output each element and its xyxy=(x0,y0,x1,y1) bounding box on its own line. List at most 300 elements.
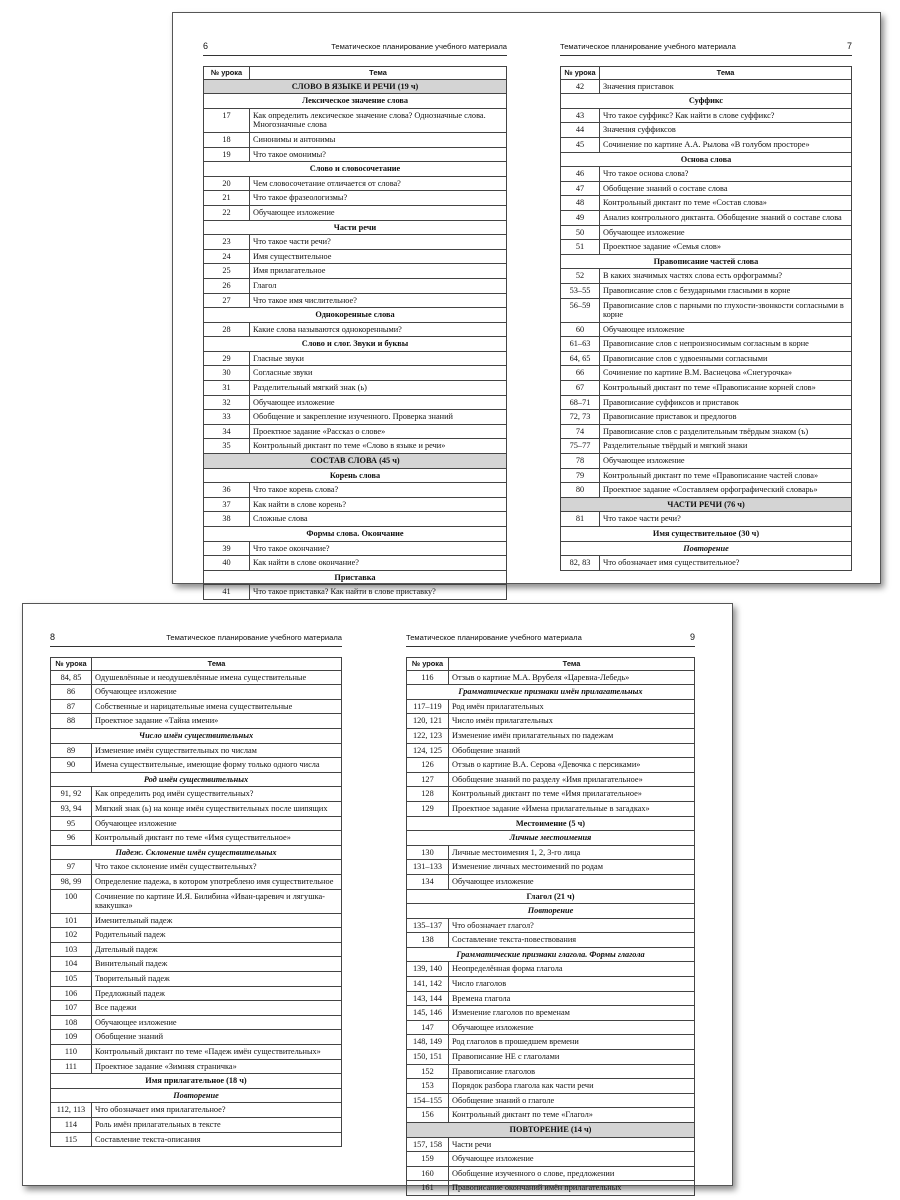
section-header-row xyxy=(204,454,507,469)
lesson-topic: Что обозначает глагол? xyxy=(449,918,695,933)
section-title: Повторение xyxy=(407,904,695,919)
lesson-row xyxy=(561,298,852,322)
lesson-number: 105 xyxy=(51,972,92,987)
lesson-number: 67 xyxy=(561,381,600,396)
lesson-topic: Личные местоимения 1, 2, 3-го лица xyxy=(449,845,695,860)
lesson-topic: Как определить род имён существительных? xyxy=(92,787,342,802)
lesson-row xyxy=(561,351,852,366)
lesson-number: 138 xyxy=(407,933,449,948)
section-title: Основа слова xyxy=(561,152,852,167)
subsection-header-row xyxy=(204,468,507,483)
lesson-topic: Контрольный диктант по теме «Падеж имён существительных» xyxy=(92,1045,342,1060)
lesson-row xyxy=(204,381,507,396)
lesson-number: 22 xyxy=(204,205,250,220)
lesson-row xyxy=(204,176,507,191)
lesson-topic: Род имён прилагательных xyxy=(449,699,695,714)
lesson-number: 148, 149 xyxy=(407,1035,449,1050)
lesson-topic: Имена существительные, имеющие форму только одного числа xyxy=(92,758,342,773)
section-title: СОСТАВ СЛОВА (45 ч) xyxy=(204,454,507,469)
lesson-topic: Правописание слов с непроизносимым согласным в корне xyxy=(600,337,852,352)
lesson-topic: Что такое суффикс? Как найти в слове суффикс? xyxy=(600,108,852,123)
subsection-header-row xyxy=(51,1088,342,1103)
lesson-topic: В каких значимых частях слова есть орфограммы? xyxy=(600,269,852,284)
lesson-topic: Проектное задание «Рассказ о слове» xyxy=(250,424,507,439)
subsection-header-row xyxy=(407,685,695,700)
lesson-number: 128 xyxy=(407,787,449,802)
lesson-row xyxy=(204,147,507,162)
lesson-number: 21 xyxy=(204,191,250,206)
lesson-number: 33 xyxy=(204,410,250,425)
lesson-row xyxy=(51,1059,342,1074)
lesson-number: 97 xyxy=(51,860,92,875)
running-title: Тематическое планирование учебного материала xyxy=(331,42,507,51)
lesson-topic: Проектное задание «Семья слов» xyxy=(600,240,852,255)
lesson-row xyxy=(561,167,852,182)
lesson-topic: Определение падежа, в котором употреблено имя существительное xyxy=(92,874,342,889)
lesson-row xyxy=(204,424,507,439)
lessons-table xyxy=(203,66,507,600)
lesson-number: 28 xyxy=(204,322,250,337)
section-title: Глагол (21 ч) xyxy=(407,889,695,904)
lesson-row xyxy=(51,714,342,729)
lesson-topic: Проектное задание «Составляем орфографический словарь» xyxy=(600,483,852,498)
lesson-number: 116 xyxy=(407,670,449,685)
column-header-number: № урока xyxy=(407,658,449,671)
page-header xyxy=(406,632,695,647)
section-title: Грамматические признаки глагола. Формы глагола xyxy=(407,947,695,962)
lesson-number: 78 xyxy=(561,454,600,469)
subsection-header-row xyxy=(561,527,852,542)
lesson-topic: Обучающее изложение xyxy=(449,1020,695,1035)
lesson-topic: Изменение имён прилагательных по падежам xyxy=(449,728,695,743)
lesson-row xyxy=(407,772,695,787)
lesson-topic: Контрольный диктант по теме «Состав слова» xyxy=(600,196,852,211)
subsection-header-row xyxy=(407,816,695,831)
lesson-number: 111 xyxy=(51,1059,92,1074)
lesson-number: 19 xyxy=(204,147,250,162)
lesson-row xyxy=(51,874,342,889)
lesson-row xyxy=(407,670,695,685)
section-title: Род имён существительных xyxy=(51,772,342,787)
lesson-number: 36 xyxy=(204,483,250,498)
lesson-row xyxy=(561,210,852,225)
subsection-header-row xyxy=(51,845,342,860)
subsection-header-row xyxy=(204,220,507,235)
lesson-row xyxy=(204,439,507,454)
lesson-topic: Анализ контрольного диктанта. Обобщение знаний о составе слова xyxy=(600,210,852,225)
lesson-row xyxy=(561,556,852,571)
lesson-topic: Контрольный диктант по теме «Правописание корней слов» xyxy=(600,381,852,396)
lesson-topic: Именительный падеж xyxy=(92,913,342,928)
lesson-number: 42 xyxy=(561,79,600,94)
lesson-row xyxy=(561,269,852,284)
lesson-row xyxy=(561,225,852,240)
lesson-topic: Как найти в слове корень? xyxy=(250,497,507,512)
lesson-number: 117–119 xyxy=(407,699,449,714)
lesson-topic: Что такое части речи? xyxy=(250,235,507,250)
lesson-row xyxy=(407,714,695,729)
lesson-topic: Разделительные твёрдый и мягкий знаки xyxy=(600,439,852,454)
lesson-topic: Одушевлённые и неодушевлённые имена существительные xyxy=(92,670,342,685)
lesson-row xyxy=(204,264,507,279)
running-title: Тематическое планирование учебного материала xyxy=(166,633,342,642)
running-title: Тематическое планирование учебного материала xyxy=(406,633,582,642)
lesson-number: 88 xyxy=(51,714,92,729)
lesson-number: 51 xyxy=(561,240,600,255)
lesson-row xyxy=(51,1118,342,1133)
lesson-topic: Обобщение знаний xyxy=(92,1030,342,1045)
lesson-row xyxy=(561,337,852,352)
lesson-topic: Разделительный мягкий знак (ь) xyxy=(250,381,507,396)
lesson-row xyxy=(407,1035,695,1050)
lesson-topic: Составление текста-повествования xyxy=(449,933,695,948)
subsection-header-row xyxy=(204,162,507,177)
lesson-topic: Значения приставок xyxy=(600,79,852,94)
lesson-number: 40 xyxy=(204,556,250,571)
lesson-number: 127 xyxy=(407,772,449,787)
lesson-topic: Правописание слов с парными по глухости-звонкости согласными в корне xyxy=(600,298,852,322)
subsection-header-row xyxy=(561,541,852,556)
lesson-number: 27 xyxy=(204,293,250,308)
lesson-number: 41 xyxy=(204,585,250,600)
lesson-row xyxy=(51,986,342,1001)
lesson-row xyxy=(561,454,852,469)
column-header-topic: Тема xyxy=(92,658,342,671)
lesson-number: 112, 113 xyxy=(51,1103,92,1118)
lesson-number: 89 xyxy=(51,743,92,758)
lesson-row xyxy=(561,424,852,439)
section-title: Повторение xyxy=(561,541,852,556)
section-title: Личные местоимения xyxy=(407,831,695,846)
lesson-topic: Род глаголов в прошедшем времени xyxy=(449,1035,695,1050)
page-number: 6 xyxy=(203,41,209,51)
lesson-row xyxy=(407,977,695,992)
lesson-topic: Число имён прилагательных xyxy=(449,714,695,729)
lesson-row xyxy=(407,787,695,802)
table-header-row xyxy=(204,67,507,80)
lesson-number: 80 xyxy=(561,483,600,498)
lesson-row xyxy=(51,928,342,943)
lesson-row xyxy=(51,787,342,802)
lesson-number: 49 xyxy=(561,210,600,225)
lesson-topic: Дательный падеж xyxy=(92,942,342,957)
subsection-header-row xyxy=(51,728,342,743)
section-title: Части речи xyxy=(204,220,507,235)
spread-pages-8-9 xyxy=(22,603,733,1193)
table-header-row xyxy=(407,658,695,671)
lesson-topic: Что обозначает имя существительное? xyxy=(600,556,852,571)
lesson-number: 98, 99 xyxy=(51,874,92,889)
lesson-row xyxy=(204,278,507,293)
lesson-topic: Контрольный диктант по теме «Имя существительное» xyxy=(92,831,342,846)
lesson-row xyxy=(51,860,342,875)
lesson-number: 30 xyxy=(204,366,250,381)
lesson-topic: Обучающее изложение xyxy=(449,874,695,889)
lesson-number: 102 xyxy=(51,928,92,943)
lesson-number: 47 xyxy=(561,181,600,196)
lesson-number: 108 xyxy=(51,1015,92,1030)
lesson-row xyxy=(204,322,507,337)
lesson-row xyxy=(51,831,342,846)
lesson-row xyxy=(51,670,342,685)
lesson-topic: Что такое склонение имён существительных? xyxy=(92,860,342,875)
lesson-number: 39 xyxy=(204,541,250,556)
lesson-topic: Роль имён прилагательных в тексте xyxy=(92,1118,342,1133)
lesson-row xyxy=(407,758,695,773)
section-title: ЧАСТИ РЕЧИ (76 ч) xyxy=(561,497,852,512)
lesson-number: 109 xyxy=(51,1030,92,1045)
section-title: Слово и словосочетание xyxy=(204,162,507,177)
lesson-row xyxy=(407,1152,695,1167)
lesson-topic: Порядок разбора глагола как части речи xyxy=(449,1079,695,1094)
lesson-topic: Обучающее изложение xyxy=(92,816,342,831)
section-header-row xyxy=(407,1123,695,1138)
lesson-number: 107 xyxy=(51,1001,92,1016)
lesson-topic: Сочинение по картине В.М. Васнецова «Снегурочка» xyxy=(600,366,852,381)
lesson-number: 106 xyxy=(51,986,92,1001)
lesson-number: 104 xyxy=(51,957,92,972)
lesson-topic: Обобщение знаний о глаголе xyxy=(449,1093,695,1108)
lesson-row xyxy=(204,541,507,556)
lesson-row xyxy=(51,957,342,972)
lesson-number: 72, 73 xyxy=(561,410,600,425)
lesson-row xyxy=(51,1030,342,1045)
lesson-number: 38 xyxy=(204,512,250,527)
lesson-row xyxy=(204,235,507,250)
lesson-row xyxy=(407,918,695,933)
lesson-number: 103 xyxy=(51,942,92,957)
lesson-number: 93, 94 xyxy=(51,801,92,816)
lesson-number: 50 xyxy=(561,225,600,240)
page-header xyxy=(560,41,852,56)
lesson-number: 81 xyxy=(561,512,600,527)
lesson-row xyxy=(204,132,507,147)
lesson-topic: Контрольный диктант по теме «Правописание частей слова» xyxy=(600,468,852,483)
lesson-topic: Мягкий знак (ь) на конце имён существительных после шипящих xyxy=(92,801,342,816)
lesson-topic: Проектное задание «Имена прилагательные в загадках» xyxy=(449,801,695,816)
lesson-topic: Составление текста-описания xyxy=(92,1132,342,1147)
lesson-number: 18 xyxy=(204,132,250,147)
lesson-row xyxy=(561,137,852,152)
lesson-topic: Контрольный диктант по теме «Слово в языке и речи» xyxy=(250,439,507,454)
lesson-topic: Что такое имя числительное? xyxy=(250,293,507,308)
page-number: 8 xyxy=(50,632,56,642)
lesson-topic: Все падежи xyxy=(92,1001,342,1016)
lesson-row xyxy=(204,249,507,264)
subsection-header-row xyxy=(407,889,695,904)
lesson-topic: Как определить лексическое значение слова? Однозначные слова. Многозначные слова xyxy=(250,108,507,132)
lesson-number: 95 xyxy=(51,816,92,831)
lesson-topic: Что такое приставка? Как найти в слове приставку? xyxy=(250,585,507,600)
lesson-number: 44 xyxy=(561,123,600,138)
lesson-number: 139, 140 xyxy=(407,962,449,977)
lesson-topic: Имя существительное xyxy=(250,249,507,264)
subsection-header-row xyxy=(204,527,507,542)
lesson-row xyxy=(561,512,852,527)
section-title: Формы слова. Окончание xyxy=(204,527,507,542)
subsection-header-row xyxy=(561,152,852,167)
lesson-row xyxy=(204,191,507,206)
lesson-topic: Согласные звуки xyxy=(250,366,507,381)
lesson-topic: Что такое фразеологизмы? xyxy=(250,191,507,206)
lesson-topic: Обучающее изложение xyxy=(250,205,507,220)
lesson-topic: Что такое части речи? xyxy=(600,512,852,527)
lesson-row xyxy=(407,1137,695,1152)
lesson-topic: Глагол xyxy=(250,278,507,293)
lesson-row xyxy=(407,1006,695,1021)
lesson-number: 74 xyxy=(561,424,600,439)
lesson-number: 82, 83 xyxy=(561,556,600,571)
lesson-row xyxy=(204,556,507,571)
lesson-row xyxy=(407,1050,695,1065)
subsection-header-row xyxy=(204,308,507,323)
lesson-number: 75–77 xyxy=(561,439,600,454)
lesson-number: 131–133 xyxy=(407,860,449,875)
lesson-topic: Правописание слов с удвоенными согласными xyxy=(600,351,852,366)
subsection-header-row xyxy=(204,570,507,585)
section-header-row xyxy=(561,497,852,512)
lesson-row xyxy=(51,758,342,773)
lesson-number: 32 xyxy=(204,395,250,410)
lesson-number: 124, 125 xyxy=(407,743,449,758)
lesson-topic: Изменение глаголов по временам xyxy=(449,1006,695,1021)
subsection-header-row xyxy=(204,94,507,109)
lesson-row xyxy=(561,468,852,483)
lesson-topic: Части речи xyxy=(449,1137,695,1152)
section-title: Число имён существительных xyxy=(51,728,342,743)
lesson-number: 45 xyxy=(561,137,600,152)
section-title: СЛОВО В ЯЗЫКЕ И РЕЧИ (19 ч) xyxy=(204,79,507,94)
column-header-topic: Тема xyxy=(250,67,507,80)
lesson-topic: Сочинение по картине И.Я. Билибина «Иван-царевич и лягушка-квакушка» xyxy=(92,889,342,913)
lesson-number: 60 xyxy=(561,322,600,337)
lesson-topic: Как найти в слове окончание? xyxy=(250,556,507,571)
subsection-header-row xyxy=(204,337,507,352)
lesson-row xyxy=(204,108,507,132)
page-header xyxy=(203,41,507,56)
section-title: Повторение xyxy=(51,1088,342,1103)
section-title: Имя прилагательное (18 ч) xyxy=(51,1074,342,1089)
lesson-topic: Что обозначает имя прилагательное? xyxy=(92,1103,342,1118)
lesson-topic: Обучающее изложение xyxy=(600,322,852,337)
lesson-row xyxy=(51,1045,342,1060)
lesson-number: 101 xyxy=(51,913,92,928)
lesson-row xyxy=(561,240,852,255)
lesson-topic: Правописание глаголов xyxy=(449,1064,695,1079)
lesson-row xyxy=(407,845,695,860)
lesson-row xyxy=(204,366,507,381)
column-header-topic: Тема xyxy=(600,67,852,80)
lesson-topic: Обучающее изложение xyxy=(600,454,852,469)
subsection-header-row xyxy=(51,772,342,787)
lesson-number: 160 xyxy=(407,1166,449,1181)
lesson-number: 17 xyxy=(204,108,250,132)
lesson-row xyxy=(407,699,695,714)
lesson-row xyxy=(204,293,507,308)
section-header-row xyxy=(204,79,507,94)
lesson-number: 31 xyxy=(204,381,250,396)
lesson-number: 154–155 xyxy=(407,1093,449,1108)
lesson-row xyxy=(51,1103,342,1118)
column-header-topic: Тема xyxy=(449,658,695,671)
lesson-row xyxy=(51,801,342,816)
lesson-row xyxy=(407,962,695,977)
lesson-number: 48 xyxy=(561,196,600,211)
lesson-row xyxy=(407,743,695,758)
lesson-number: 110 xyxy=(51,1045,92,1060)
lesson-topic: Изменение имён существительных по числам xyxy=(92,743,342,758)
lesson-number: 141, 142 xyxy=(407,977,449,992)
lesson-row xyxy=(204,483,507,498)
lesson-row xyxy=(407,1064,695,1079)
lesson-row xyxy=(561,395,852,410)
lesson-number: 157, 158 xyxy=(407,1137,449,1152)
lesson-number: 87 xyxy=(51,699,92,714)
lesson-row xyxy=(561,181,852,196)
lesson-row xyxy=(561,196,852,211)
lesson-number: 86 xyxy=(51,685,92,700)
lesson-number: 25 xyxy=(204,264,250,279)
lesson-topic: Правописание слов с безударными гласными в корне xyxy=(600,283,852,298)
lesson-table xyxy=(50,657,342,1147)
lesson-topic: Обучающее изложение xyxy=(600,225,852,240)
lesson-number: 120, 121 xyxy=(407,714,449,729)
lesson-number: 153 xyxy=(407,1079,449,1094)
lesson-topic: Винительный падеж xyxy=(92,957,342,972)
lessons-table xyxy=(406,657,695,1196)
lesson-row xyxy=(204,205,507,220)
lesson-topic: Имя прилагательное xyxy=(250,264,507,279)
lesson-row xyxy=(561,108,852,123)
lesson-number: 52 xyxy=(561,269,600,284)
lesson-number: 35 xyxy=(204,439,250,454)
lesson-number: 29 xyxy=(204,351,250,366)
lesson-topic: Сочинение по картине А.А. Рылова «В голубом просторе» xyxy=(600,137,852,152)
lesson-topic: Родительный падеж xyxy=(92,928,342,943)
lesson-topic: Обучающее изложение xyxy=(250,395,507,410)
section-title: Суффикс xyxy=(561,94,852,109)
section-title: Местоимение (5 ч) xyxy=(407,816,695,831)
lesson-topic: Собственные и нарицательные имена существительные xyxy=(92,699,342,714)
lesson-topic: Контрольный диктант по теме «Глагол» xyxy=(449,1108,695,1123)
lesson-row xyxy=(561,322,852,337)
spread-pages-6-7 xyxy=(172,12,881,597)
lesson-row xyxy=(204,512,507,527)
lesson-row xyxy=(51,913,342,928)
lesson-row xyxy=(51,942,342,957)
lesson-row xyxy=(561,439,852,454)
lesson-topic: Правописание слов с разделительным твёрдым знаком (ъ) xyxy=(600,424,852,439)
lesson-number: 84, 85 xyxy=(51,670,92,685)
section-title: Слово и слог. Звуки и буквы xyxy=(204,337,507,352)
lesson-topic: Отзыв о картине М.А. Врубеля «Царевна-Лебедь» xyxy=(449,670,695,685)
page-number: 9 xyxy=(689,632,695,642)
lesson-row xyxy=(204,585,507,600)
column-header-number: № урока xyxy=(204,67,250,80)
lesson-topic: Творительный падеж xyxy=(92,972,342,987)
lesson-row xyxy=(51,816,342,831)
lesson-topic: Обучающее изложение xyxy=(92,1015,342,1030)
lesson-number: 143, 144 xyxy=(407,991,449,1006)
running-title: Тематическое планирование учебного материала xyxy=(560,42,736,51)
section-title: Однокоренные слова xyxy=(204,308,507,323)
section-title: ПОВТОРЕНИЕ (14 ч) xyxy=(407,1123,695,1138)
lesson-topic: Значения суффиксов xyxy=(600,123,852,138)
lesson-number: 147 xyxy=(407,1020,449,1035)
lesson-row xyxy=(561,366,852,381)
lesson-topic: Проектное задание «Тайна имени» xyxy=(92,714,342,729)
lesson-number: 145, 146 xyxy=(407,1006,449,1021)
